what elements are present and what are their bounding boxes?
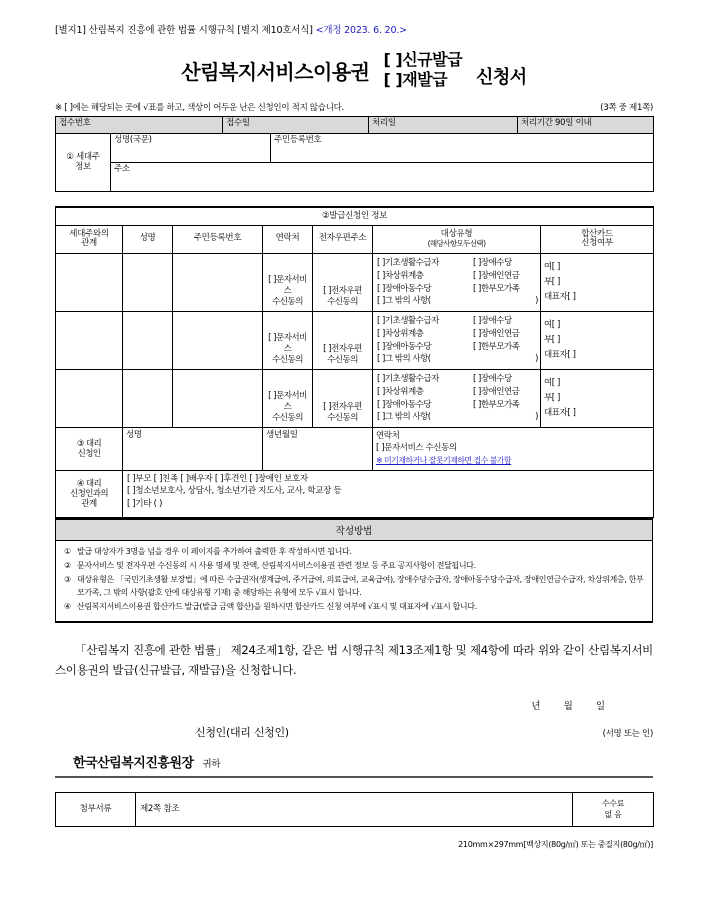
checkbox-disability-allowance[interactable]: [ ]장애수당	[473, 374, 512, 385]
target-type-row-3	[377, 399, 538, 412]
section-label-relation	[56, 471, 123, 518]
receipt-number-cell: 접수번호	[56, 116, 223, 133]
checkbox-near-poverty[interactable]: [ ]차상위계층	[377, 328, 424, 339]
target-type-row-1	[377, 315, 538, 328]
checkbox-disability-pension[interactable]: [ ]장애인연금	[473, 328, 520, 339]
column-header-contact: 연락처	[263, 225, 313, 254]
addressee-row	[55, 752, 653, 778]
section-label-relation-line3: 관계	[81, 499, 97, 510]
receipt-and-household-table	[55, 116, 654, 192]
receipt-row	[56, 116, 654, 133]
checkbox-card-yes[interactable]: 여[ ]	[544, 261, 560, 272]
legal-reference-text: [별지1] 산림복지 진흥에 관한 법률 시행규칙 [별지 제10호서식]	[55, 25, 313, 36]
column-header-email: 전자우편주소	[313, 225, 373, 254]
title-suffix-text: 신청서	[476, 66, 527, 88]
form-note-row	[55, 101, 653, 113]
checkbox-other-type[interactable]: [ ]그 밖의 사항(	[377, 412, 431, 423]
checkbox-other-type[interactable]: [ ]그 밖의 사항(	[377, 354, 431, 365]
checkbox-disability-allowance[interactable]: [ ]장애수당	[473, 258, 512, 269]
declaration-statement: 「산림복지 진흥에 관한 법률」 제24조제1항, 같은 법 시행규칙 제13조제1항 및 제4항에 따라 위와 같이 산림복지서비스이용권의 발급(신규발급, 재발급)을 신청합니다.	[55, 642, 653, 677]
email-consent-checkbox-line1[interactable]: [ ]전자우편	[323, 402, 362, 412]
checkbox-near-poverty[interactable]: [ ]차상위계층	[377, 386, 424, 397]
applicant-relation-field[interactable]	[56, 312, 123, 370]
applicant-rrn-field[interactable]	[173, 312, 263, 370]
checkbox-card-no[interactable]: 부[ ]	[544, 276, 560, 287]
applicant-combined-card-cell	[541, 370, 654, 428]
checkbox-single-parent[interactable]: [ ]한부모가족	[473, 283, 520, 294]
checkbox-near-poverty[interactable]: [ ]차상위계층	[377, 270, 424, 281]
target-type-row-4	[377, 411, 538, 424]
document-title	[55, 50, 653, 91]
howto-item-number: ③	[64, 575, 71, 584]
page-indicator: (3쪽 중 제1쪽)	[600, 102, 653, 113]
checkbox-card-representative[interactable]: 대표자[ ]	[544, 292, 576, 303]
paper-specification: 210mm×297mm[백상지(80g/㎡) 또는 중질지(80g/㎡)]	[458, 839, 653, 849]
process-period-cell: 처리기간 90일 이내	[518, 116, 654, 133]
checkbox-basic-living[interactable]: [ ]기초생활수급자	[377, 316, 439, 327]
checkbox-card-representative[interactable]: 대표자[ ]	[544, 350, 576, 361]
proxy-warning-note: ※ 미기재하거나 잘못기재하면 접수 불가함	[376, 455, 512, 465]
title-issue-options	[384, 50, 463, 91]
proxy-relation-row	[56, 471, 654, 518]
applicant-email-field[interactable]	[313, 312, 373, 370]
section-label-proxy	[56, 428, 123, 471]
applicants-section-title: ②발급신청인 정보	[56, 207, 654, 225]
other-type-close-paren: )	[535, 354, 538, 365]
applicant-target-type-cell	[373, 370, 541, 428]
target-type-row-3	[377, 341, 538, 354]
column-header-target-type	[373, 225, 541, 254]
householder-name-row	[56, 133, 654, 162]
applicant-name-field[interactable]	[123, 312, 173, 370]
target-type-row-1	[377, 373, 538, 386]
sms-consent-checkbox-line1[interactable]: [ ]문자서비스	[268, 390, 307, 412]
checkbox-proxy-sms-consent[interactable]: [ ]문자서비스 수신동의	[376, 443, 457, 454]
howto-item-text: 대상유형은 「국민기초생활 보장법」에 따른 수급권자(생계급여, 주거급여, 의료급여, 교육급여), 장애수당수급자, 장애아동수당수급자, 장애인연금수급자, 차상위계층, 한부모가족, 그 밖의 사항(괄호 안에 대상유형 기재) 중 해당하는 유형에 모두 √표시 합니다.	[77, 575, 644, 597]
proxy-relation-options-cell	[123, 471, 654, 518]
email-consent-checkbox-line1[interactable]: [ ]전자우편	[323, 286, 362, 296]
applicant-combined-card-cell	[541, 312, 654, 370]
howto-section-heading: 작성방법	[55, 518, 653, 541]
section-label-household	[56, 133, 111, 191]
sms-consent-checkbox-line2: 수신동의	[272, 297, 303, 308]
target-type-row-2	[377, 270, 538, 283]
checkbox-disability-allowance[interactable]: [ ]장애수당	[473, 316, 512, 327]
applicant-email-field[interactable]	[313, 254, 373, 312]
table-row	[56, 370, 654, 428]
email-consent-checkbox-line2: 수신동의	[327, 355, 358, 366]
legal-reference-line	[55, 0, 653, 36]
checkbox-basic-living[interactable]: [ ]기초생활수급자	[377, 258, 439, 269]
householder-name-field[interactable]: 성명(국문)	[111, 133, 271, 162]
list-item	[64, 560, 644, 573]
checkbox-single-parent[interactable]: [ ]한부모가족	[473, 341, 520, 352]
checkbox-disabled-child-allowance[interactable]: [ ]장애아동수당	[377, 283, 432, 294]
proxy-name-field[interactable]: 성명	[123, 428, 263, 471]
checkbox-card-no[interactable]: 부[ ]	[544, 334, 560, 345]
other-type-close-paren: )	[535, 296, 538, 307]
column-header-name: 성명	[123, 225, 173, 254]
howto-item-number: ④	[64, 601, 71, 611]
addressee-organization: 한국산림복지진흥원장	[73, 756, 194, 772]
column-header-combined-card-line1: 합산카드	[581, 228, 613, 239]
relation-options-row-3[interactable]: [ ]기타 ( )	[127, 498, 163, 509]
title-main-text: 산림복지서비스이용권	[181, 59, 370, 84]
column-header-target-type-line2: (해당사항모두선택)	[427, 238, 486, 248]
process-date-cell: 처리일	[369, 116, 518, 133]
attachment-table	[55, 792, 654, 827]
checkbox-single-parent[interactable]: [ ]한부모가족	[473, 399, 520, 410]
howto-item-number: ①	[64, 547, 71, 557]
section-label-proxy-line2: 신청인	[77, 449, 101, 460]
fee-label: 수수료	[601, 799, 625, 809]
column-header-relation	[56, 225, 123, 254]
attachment-label: 첨부서류	[56, 793, 136, 827]
applicant-contact-field[interactable]	[263, 370, 313, 428]
sms-consent-checkbox-line2: 수신동의	[272, 413, 303, 424]
applicant-target-type-cell	[373, 312, 541, 370]
section-label-relation-line1: ④ 대리	[76, 478, 102, 489]
sms-consent-checkbox-line1[interactable]: [ ]문자서비스	[268, 332, 307, 354]
checkbox-card-representative[interactable]: 대표자[ ]	[544, 408, 576, 419]
applicant-relation-field[interactable]	[56, 370, 123, 428]
target-type-row-4	[377, 295, 538, 308]
applicants-header-row	[56, 225, 654, 254]
column-header-target-type-line1: 대상유형	[440, 229, 473, 240]
column-header-combined-card	[541, 225, 654, 254]
checkbox-disability-pension[interactable]: [ ]장애인연금	[473, 270, 520, 281]
howto-item-text: 발급 대상자가 3명을 넘을 경우 이 페이지를 추가하여 출력한 후 작성하시면 됩니다.	[77, 547, 352, 557]
howto-section-body	[55, 541, 653, 623]
applicant-rrn-field[interactable]	[173, 370, 263, 428]
signer-row	[55, 724, 653, 740]
column-header-relation-line1: 세대주와의	[69, 228, 109, 239]
applicant-target-type-cell	[373, 254, 541, 312]
applicants-section-title-row	[56, 207, 654, 225]
target-type-row-3	[377, 283, 538, 296]
applicant-combined-card-cell	[541, 254, 654, 312]
table-row	[56, 312, 654, 370]
applicants-table	[55, 206, 654, 518]
checkbox-card-yes[interactable]: 여[ ]	[544, 377, 560, 388]
signer-label: 신청인(대리 신청인)	[195, 726, 289, 740]
proxy-contact-label[interactable]: 연락처	[376, 431, 400, 442]
addressee-honorific: 귀하	[202, 759, 221, 771]
other-type-close-paren: )	[535, 412, 538, 423]
fee-cell	[573, 793, 654, 827]
column-header-relation-line2: 관계	[81, 238, 97, 249]
proxy-birth-field[interactable]: 생년월일	[263, 428, 373, 471]
checkbox-disabled-child-allowance[interactable]: [ ]장애아동수당	[377, 399, 432, 410]
relation-options-row-2[interactable]: [ ]청소년보호사, 상담사, 청소년기관 지도사, 교사, 학교장 등	[127, 486, 342, 497]
target-type-row-2	[377, 386, 538, 399]
householder-rrn-field[interactable]: 주민등록번호	[271, 133, 654, 162]
attachment-value: 제2쪽 참조	[136, 793, 573, 827]
section-label-proxy-line1: ③ 대리	[76, 438, 102, 449]
email-consent-checkbox-line1[interactable]: [ ]전자우편	[323, 344, 362, 354]
section-label-relation-line2: 신청인과의	[69, 489, 109, 499]
proxy-contact-cell	[373, 428, 654, 471]
target-type-row-4	[377, 353, 538, 366]
checkbox-reissue[interactable]: [ ]재발급	[383, 70, 448, 90]
section-label-household-line1: ① 세대주	[66, 151, 100, 162]
target-type-row-2	[377, 328, 538, 341]
applicant-name-field[interactable]	[123, 370, 173, 428]
fill-instruction-note: ※ [ ]에는 해당되는 곳에 √표를 하고, 색상이 어두운 난은 신청인이 적지 않습니다.	[55, 102, 344, 113]
sms-consent-checkbox-line1[interactable]: [ ]문자서비스	[268, 274, 307, 296]
receipt-date-cell: 접수일	[223, 116, 369, 133]
sms-consent-checkbox-line2: 수신동의	[272, 355, 303, 366]
column-header-combined-card-line2: 신청여부	[581, 238, 613, 249]
fee-value: 없 음	[604, 809, 622, 819]
column-header-rrn: 주민등록번호	[173, 225, 263, 254]
signature-date-line[interactable]: 년 월 일	[531, 701, 615, 713]
applicant-email-field[interactable]	[313, 370, 373, 428]
checkbox-disability-pension[interactable]: [ ]장애인연금	[473, 386, 520, 397]
attachment-row	[56, 793, 654, 827]
table-row	[56, 254, 654, 312]
applicant-contact-field[interactable]	[263, 254, 313, 312]
householder-address-row	[56, 162, 654, 191]
householder-address-field[interactable]: 주소	[111, 162, 654, 191]
applicant-rrn-field[interactable]	[173, 254, 263, 312]
checkbox-card-yes[interactable]: 여[ ]	[544, 319, 560, 330]
checkbox-basic-living[interactable]: [ ]기초생활수급자	[377, 374, 439, 385]
list-item	[64, 601, 644, 614]
howto-item-text: 문자서비스 및 전자우편 수신동의 시 사용 명세 및 잔액, 산림복지서비스이용권 관련 정보 등 주요 공지사항이 전달됩니다.	[77, 561, 476, 571]
applicant-relation-field[interactable]	[56, 254, 123, 312]
email-consent-checkbox-line2: 수신동의	[327, 297, 358, 308]
checkbox-disabled-child-allowance[interactable]: [ ]장애아동수당	[377, 341, 432, 352]
applicant-contact-field[interactable]	[263, 312, 313, 370]
checkbox-other-type[interactable]: [ ]그 밖의 사항(	[377, 296, 431, 307]
revision-date: <개정 2023. 6. 20.>	[315, 25, 407, 36]
howto-item-text: 산림복지서비스이용권 합산카드 발급(발급 금액 합산)을 원하시면 합산카드 신청 여부에 √표시 및 대표자에 √표시 합니다.	[77, 601, 477, 611]
target-type-row-1	[377, 257, 538, 270]
signature-seal-label[interactable]: (서명 또는 인)	[602, 729, 653, 740]
applicant-name-field[interactable]	[123, 254, 173, 312]
checkbox-card-no[interactable]: 부[ ]	[544, 392, 560, 403]
list-item	[64, 546, 644, 559]
section-label-household-line2: 정보	[75, 162, 91, 173]
relation-options-row-1[interactable]: [ ]부모 [ ]친족 [ ]배우자 [ ]후견인 [ ]장애인 보호자	[127, 474, 308, 485]
howto-item-number: ②	[64, 561, 71, 571]
email-consent-checkbox-line2: 수신동의	[327, 413, 358, 424]
proxy-applicant-row	[56, 428, 654, 471]
checkbox-new-issue[interactable]: [ ]신규발급	[383, 50, 463, 69]
list-item	[64, 574, 644, 600]
